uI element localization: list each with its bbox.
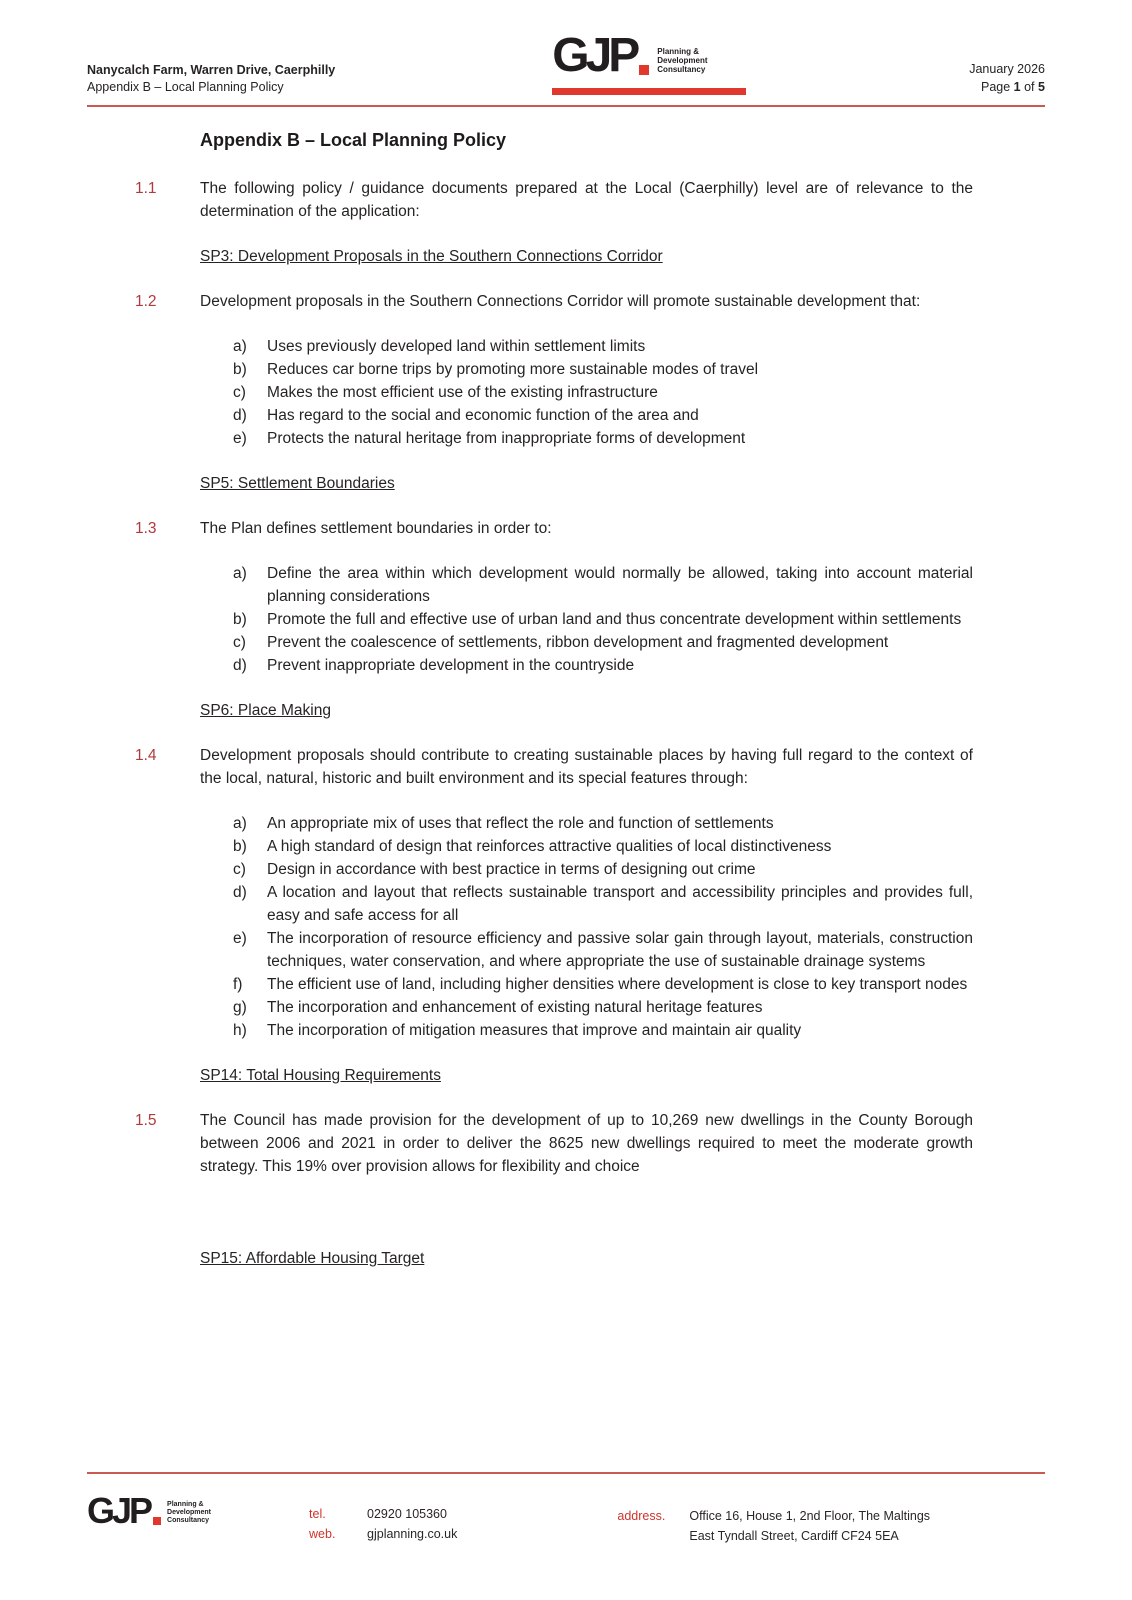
list-item <box>233 881 973 927</box>
list-item-text: Design in accordance with best practice in terms of designing out crime <box>267 861 756 878</box>
paragraph-number: 1.4 <box>135 747 157 764</box>
gjp-logo-text: GJP <box>87 1490 151 1531</box>
paragraph-number: 1.1 <box>135 180 157 197</box>
list-marker: e) <box>233 430 247 447</box>
header-rule <box>87 105 1045 107</box>
list-item-text: A high standard of design that reinforces attractive qualities of local distinctiveness <box>267 838 832 855</box>
list-item-text: Prevent the coalescence of settlements, ribbon development and fragmented development <box>267 634 889 651</box>
lettered-list-3 <box>233 812 973 1042</box>
section-heading-sp14: SP14: Total Housing Requirements <box>200 1067 441 1084</box>
list-item <box>233 812 973 835</box>
tagline-line: Consultancy <box>657 65 706 74</box>
list-marker: d) <box>233 657 247 674</box>
list-marker: c) <box>233 384 246 401</box>
gjp-logo-row <box>552 30 752 82</box>
list-item <box>233 1019 973 1042</box>
list-item <box>233 358 973 381</box>
list-item-text: The incorporation and enhancement of existing natural heritage features <box>267 999 763 1016</box>
tagline-line: Planning & <box>657 47 700 56</box>
address-line-2: East Tyndall Street, Cardiff CF24 5EA <box>689 1529 899 1543</box>
list-marker: c) <box>233 861 246 878</box>
list-marker: a) <box>233 338 247 355</box>
tagline-line: Development <box>167 1509 212 1516</box>
address-value <box>689 1506 930 1546</box>
gjp-logo-dot-icon <box>639 65 649 75</box>
list-item <box>233 858 973 881</box>
list-item-text: Uses previously developed land within settlement limits <box>267 338 646 355</box>
footer-contact-block <box>309 1504 457 1544</box>
paragraph-text: The Council has made provision for the development of up to 10,269 new dwellings in the County Borough between 2006 and 2021 in order to deliver the 8625 new dwellings required to meet the moderate growth strategy. This 19% over provision allows for flexibility and choice <box>200 1112 973 1175</box>
gjp-logo <box>552 30 752 96</box>
list-item-text: A location and layout that reflects sustainable transport and accessibility principles and provides full, easy and safe access for all <box>267 884 973 924</box>
address-line-1: Office 16, House 1, 2nd Floor, The Maltings <box>689 1509 931 1523</box>
page-total: 5 <box>1038 80 1045 94</box>
list-item <box>233 335 973 358</box>
tel-label: tel. <box>309 1507 326 1521</box>
document-title: Appendix B – Local Planning Policy <box>200 130 507 150</box>
paragraph-number: 1.3 <box>135 520 157 537</box>
list-item-text: Makes the most efficient use of the existing infrastructure <box>267 384 658 401</box>
of-label: of <box>1024 80 1035 94</box>
footer-gjp-logo <box>87 1492 211 1530</box>
header-project-title: Nanycalch Farm, Warren Drive, Caerphilly <box>87 63 336 77</box>
section-heading-sp5: SP5: Settlement Boundaries <box>200 475 395 492</box>
gjp-logo-tagline <box>657 47 707 74</box>
web-value[interactable]: gjplanning.co.uk <box>367 1527 458 1541</box>
list-item-text: Promote the full and effective use of urban land and thus concentrate development within settlements <box>267 611 962 628</box>
page-footer <box>0 1472 1132 1600</box>
paragraph-number: 1.5 <box>135 1112 157 1129</box>
list-marker: d) <box>233 407 247 424</box>
header-date: January 2026 <box>969 62 1045 76</box>
list-item-text: The incorporation of resource efficiency and passive solar gain through layout, materials, construction techniques, water conservation, and where appropriate the use of sustainable drainage systems <box>267 930 973 970</box>
list-marker: a) <box>233 565 247 582</box>
paragraph-number: 1.2 <box>135 293 157 310</box>
list-marker: c) <box>233 634 246 651</box>
footer-logo-row <box>87 1492 211 1530</box>
list-item-text: Protects the natural heritage from inappropriate forms of development <box>267 430 746 447</box>
list-marker: b) <box>233 838 247 855</box>
paragraph-1-1 <box>135 177 973 223</box>
header-doc-subtitle: Appendix B – Local Planning Policy <box>87 80 284 94</box>
web-label: web. <box>309 1527 336 1541</box>
list-item <box>233 562 973 608</box>
list-item-text: The incorporation of mitigation measures that improve and maintain air quality <box>267 1022 802 1039</box>
document-body <box>135 129 973 1270</box>
list-item <box>233 654 973 677</box>
section-heading-sp15: SP15: Affordable Housing Target <box>200 1250 425 1267</box>
lettered-list-2 <box>233 562 973 677</box>
lettered-list-1 <box>233 335 973 450</box>
list-marker: g) <box>233 999 247 1016</box>
list-marker: d) <box>233 884 247 901</box>
list-marker: e) <box>233 930 247 947</box>
list-item <box>233 835 973 858</box>
list-item-text: An appropriate mix of uses that reflect the role and function of settlements <box>267 815 774 832</box>
paragraph-text: The Plan defines settlement boundaries in order to: <box>200 520 552 537</box>
header-page-indicator <box>969 78 1045 96</box>
page-number: 1 <box>1013 80 1021 94</box>
paragraph-1-2 <box>135 290 973 313</box>
tagline-line: Planning & <box>167 1501 204 1508</box>
list-marker: b) <box>233 611 247 628</box>
gjp-logo-dot-icon <box>153 1517 161 1525</box>
paragraph-1-5 <box>135 1109 973 1178</box>
logo-red-bar <box>552 88 746 95</box>
gjp-logo-text: GJP <box>552 29 637 82</box>
tel-value: 02920 105360 <box>367 1507 447 1521</box>
header-meta-block <box>969 60 1045 96</box>
tagline-line: Consultancy <box>167 1517 210 1524</box>
list-item <box>233 927 973 973</box>
paragraph-text: Development proposals in the Southern Connections Corridor will promote sustainable development that: <box>200 293 921 310</box>
list-marker: h) <box>233 1022 247 1039</box>
list-marker: b) <box>233 361 247 378</box>
page-header <box>0 0 1132 96</box>
list-item <box>233 631 973 654</box>
list-item-text: Prevent inappropriate development in the countryside <box>267 657 635 674</box>
address-label: address. <box>617 1509 666 1523</box>
list-item <box>233 608 973 631</box>
list-item <box>233 973 973 996</box>
gjp-logo-tagline <box>167 1501 211 1525</box>
list-item <box>233 996 973 1019</box>
footer-content <box>0 1474 1132 1546</box>
list-marker: a) <box>233 815 247 832</box>
footer-address-block <box>617 1506 930 1546</box>
paragraph-text: The following policy / guidance documents prepared at the Local (Caerphilly) level are of relevance to the determination of the application: <box>200 180 973 220</box>
list-item-text: Define the area within which development would normally be allowed, taking into account material planning considerations <box>267 565 973 605</box>
paragraph-1-3 <box>135 517 973 540</box>
paragraph-text: Development proposals should contribute to creating sustainable places by having full regard to the context of the local, natural, historic and built environment and its special features through: <box>200 747 973 787</box>
list-item-text: The efficient use of land, including higher densities where development is close to key transport nodes <box>267 976 968 993</box>
header-project-block <box>87 62 335 96</box>
section-heading-sp3: SP3: Development Proposals in the Southern Connections Corridor <box>200 248 663 265</box>
paragraph-1-4 <box>135 744 973 790</box>
section-heading-sp6: SP6: Place Making <box>200 702 331 719</box>
list-item <box>233 427 973 450</box>
list-marker: f) <box>233 976 243 993</box>
list-item <box>233 381 973 404</box>
page-label: Page <box>980 80 1011 94</box>
list-item <box>233 404 973 427</box>
list-item-text: Has regard to the social and economic function of the area and <box>267 407 699 424</box>
list-item-text: Reduces car borne trips by promoting more sustainable modes of travel <box>267 361 759 378</box>
tagline-line: Development <box>657 56 708 65</box>
